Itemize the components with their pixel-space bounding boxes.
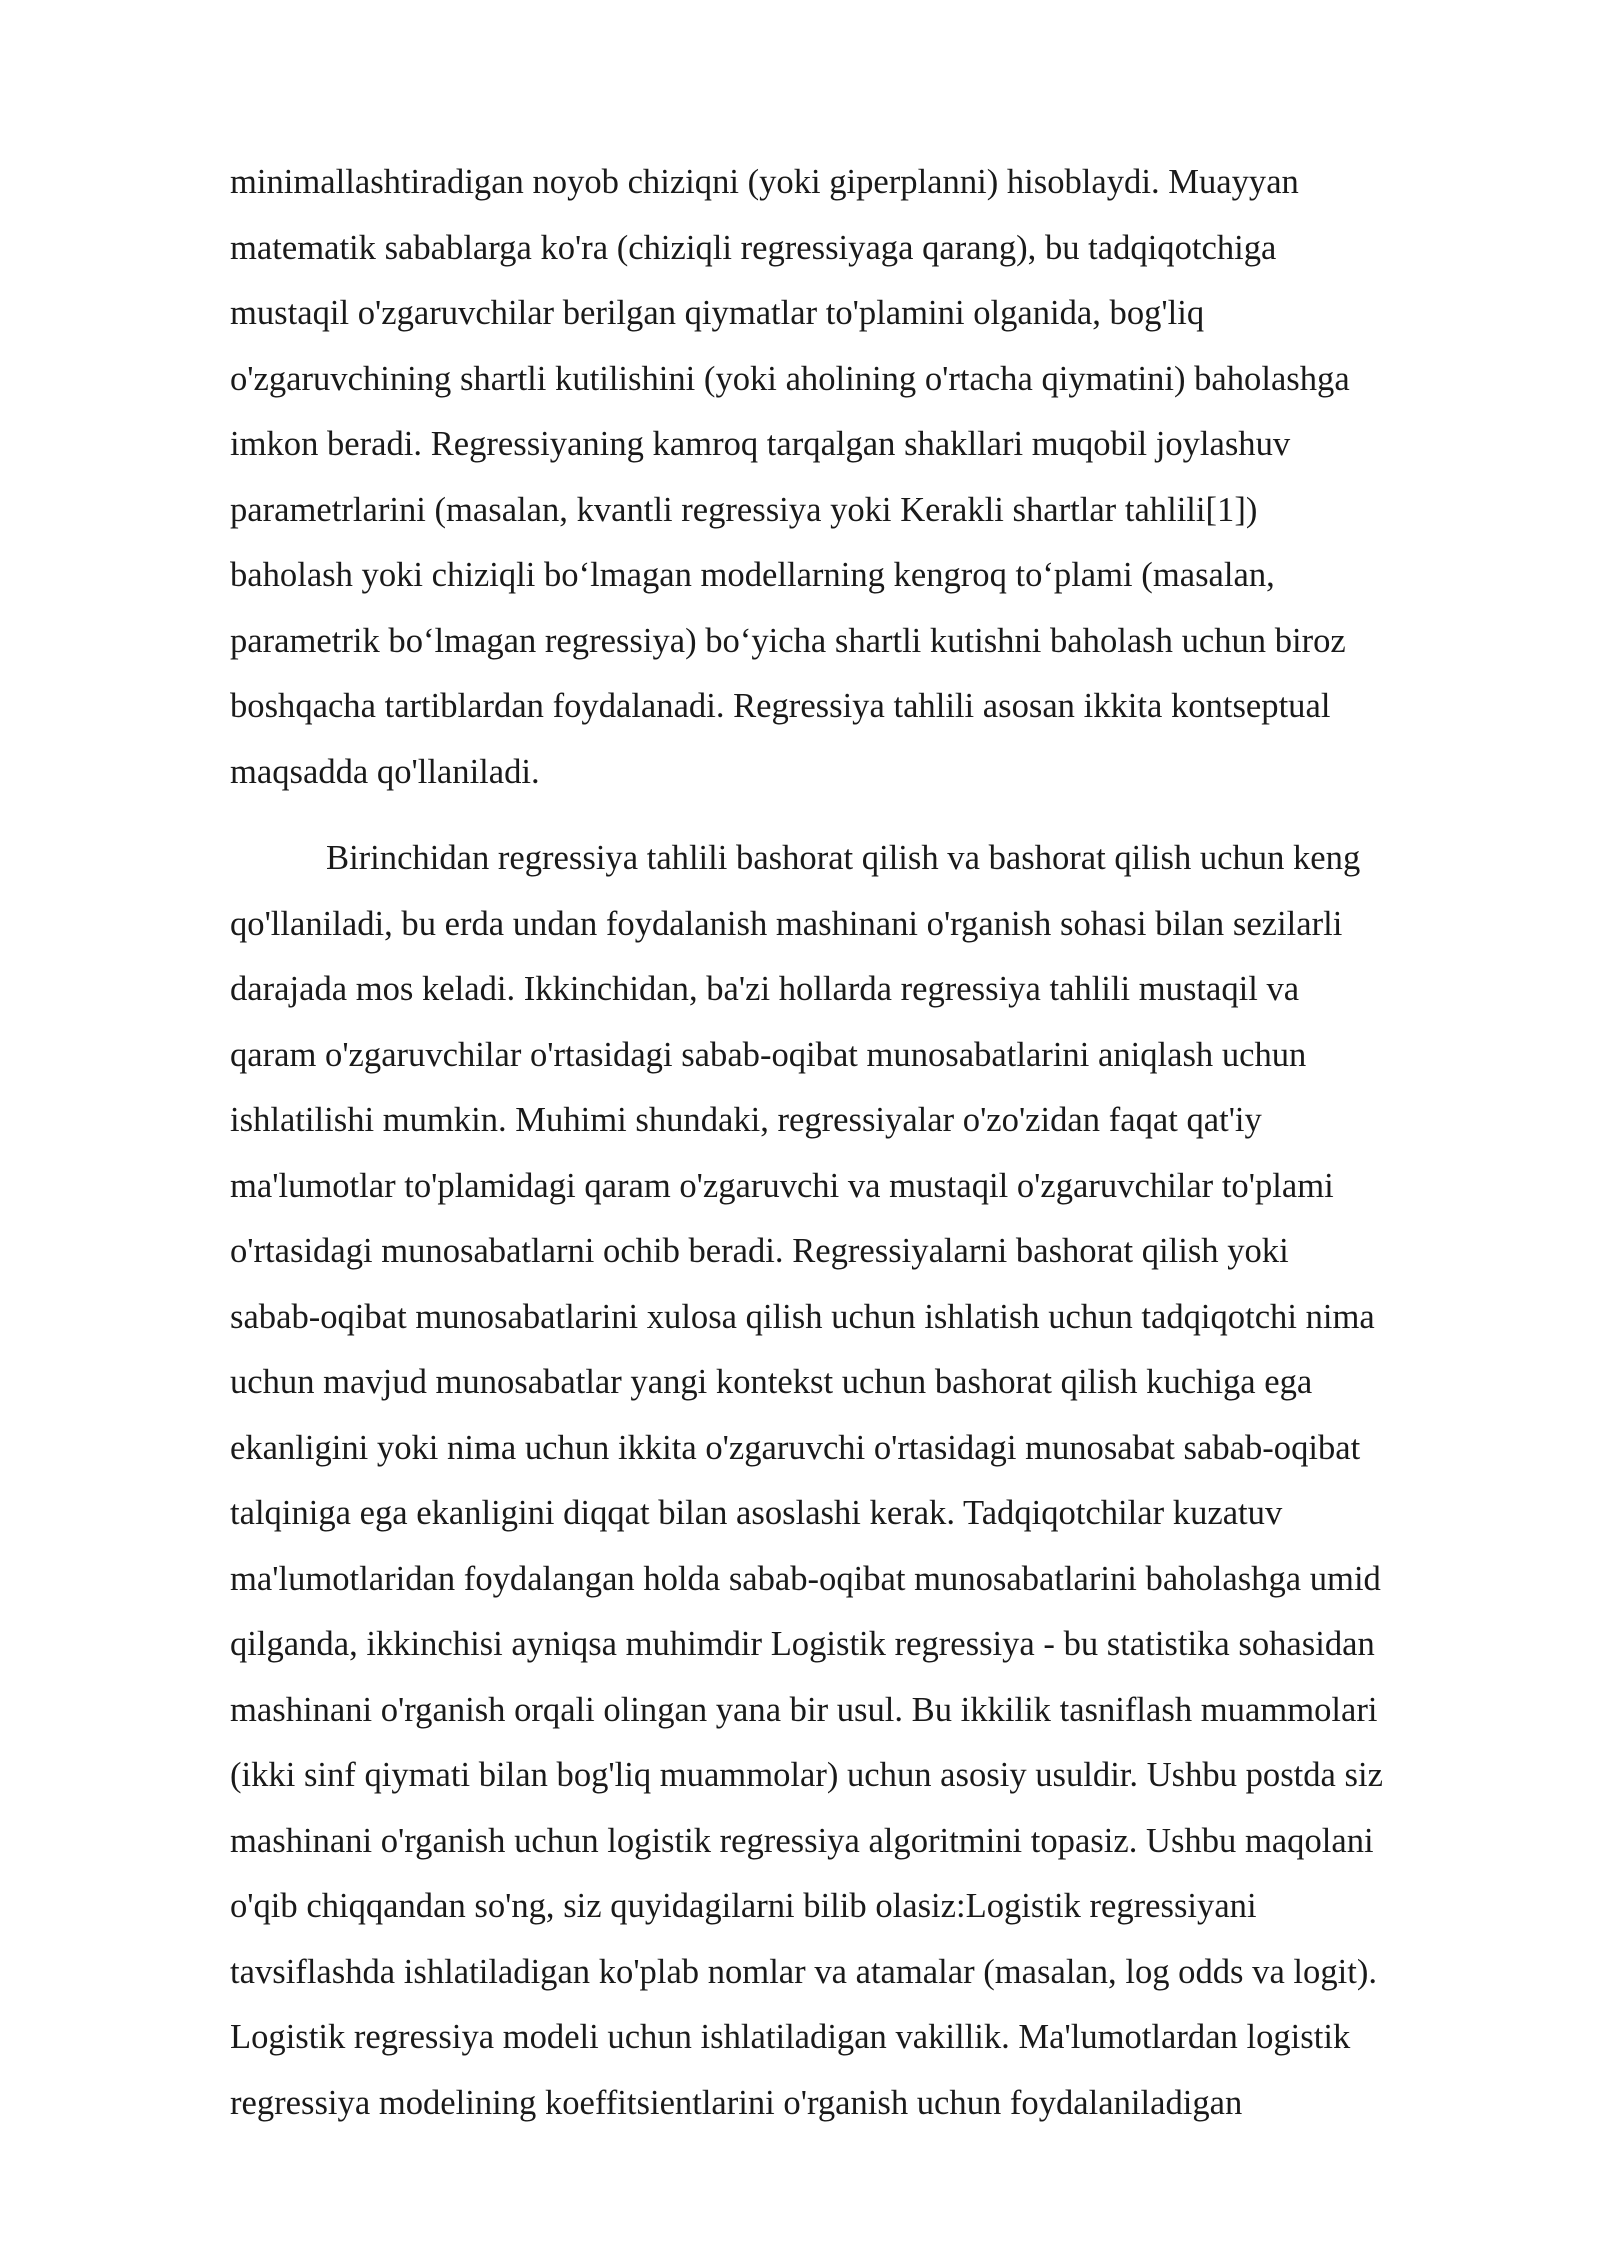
text-line: qo'llaniladi, bu erda undan foydalanish mashinani o'rganish sohasi bilan sezilarli xyxy=(230,904,1343,943)
text-line: ishlatilishi mumkin. Muhimi shundaki, regressiyalar o'zo'zidan faqat qat'iy xyxy=(230,1101,1262,1139)
text-line: tavsiflashda ishlatiladigan ko'plab nomlar va atamalar (masalan, log odds va logit). xyxy=(230,1952,1377,1991)
text-line-first-indented: Birinchidan regressiya tahlili bashorat qilish va bashorat qilish uchun keng xyxy=(326,839,1361,877)
text-line: matematik sabablarga ko'ra (chiziqli regressiyaga qarang), bu tadqiqotchiga xyxy=(230,228,1277,267)
text-line: minimallashtiradigan noyob chiziqni (yoki giperplanni) hisoblaydi. Muayyan xyxy=(230,163,1299,201)
text-line: mustaqil o'zgaruvchilar berilgan qiymatlar to'plamini olganida, bog'liq xyxy=(230,294,1205,332)
text-line: qilganda, ikkinchisi ayniqsa muhimdir Logistik regressiya - bu statistika sohasidan xyxy=(230,1625,1375,1663)
text-line: imkon beradi. Regressiyaning kamroq tarqalgan shakllari muqobil joylashuv xyxy=(230,425,1291,463)
text-line: talqiniga ega ekanligini diqqat bilan asoslashi kerak. Tadqiqotchilar kuzatuv xyxy=(230,1494,1283,1532)
text-line: o'rtasidagi munosabatlarni ochib beradi. Regressiyalarni bashorat qilish yoki xyxy=(230,1232,1289,1270)
text-line: parametrlarini (masalan, kvantli regressiya yoki Kerakli shartlar tahlili[1]) xyxy=(230,490,1258,529)
text-line: sabab-oqibat munosabatlarini xulosa qilish uchun ishlatish uchun tadqiqotchi nima xyxy=(230,1297,1375,1336)
text-line: o'zgaruvchining shartli kutilishini (yoki aholining o'rtacha qiymatini) baholashga xyxy=(230,359,1350,398)
text-line: maqsadda qo'llaniladi. xyxy=(230,752,540,791)
paragraph-2 xyxy=(230,826,1510,2136)
text-line: o'qib chiqqandan so'ng, siz quyidagilarni bilib olasiz:Logistik regressiyani xyxy=(230,1887,1257,1925)
text-line: baholash yoki chiziqli bo‘lmagan modellarning kengroq to‘plami (masalan, xyxy=(230,556,1275,594)
text-line: uchun mavjud munosabatlar yangi kontekst uchun bashorat qilish kuchiga ega xyxy=(230,1363,1313,1401)
text-line: regressiya modelining koeffitsientlarini o'rganish uchun foydalaniladigan xyxy=(230,2083,1243,2122)
text-line: darajada mos keladi. Ikkinchidan, ba'zi hollarda regressiya tahlili mustaqil va xyxy=(230,970,1300,1008)
text-line: ma'lumotlar to'plamidagi qaram o'zgaruvchi va mustaqil o'zgaruvchilar to'plami xyxy=(230,1166,1334,1205)
text-line: parametrik bo‘lmagan regressiya) bo‘yicha shartli kutishni baholash uchun biroz xyxy=(230,621,1346,660)
text-line: mashinani o'rganish uchun logistik regressiya algoritmini topasiz. Ushbu maqolani xyxy=(230,1821,1374,1860)
text-line: ma'lumotlaridan foydalangan holda sabab-oqibat munosabatlarini baholashga umid xyxy=(230,1559,1381,1598)
text-line: Logistik regressiya modeli uchun ishlatiladigan vakillik. Ma'lumotlardan logistik xyxy=(230,2018,1351,2056)
text-line: qaram o'zgaruvchilar o'rtasidagi sabab-oqibat munosabatlarini aniqlash uchun xyxy=(230,1035,1307,1074)
text-line: (ikki sinf qiymati bilan bog'liq muammolar) uchun asosiy usuldir. Ushbu postda siz xyxy=(230,1756,1383,1794)
text-line: ekanligini yoki nima uchun ikkita o'zgaruvchi o'rtasidagi munosabat sabab-oqibat xyxy=(230,1428,1361,1467)
document-body xyxy=(230,150,1510,2136)
text-line: boshqacha tartiblardan foydalanadi. Regressiya tahlili asosan ikkita kontseptual xyxy=(230,687,1331,725)
text-line: mashinani o'rganish orqali olingan yana bir usul. Bu ikkilik tasniflash muammolari xyxy=(230,1690,1378,1729)
paragraph-1 xyxy=(230,150,1510,805)
